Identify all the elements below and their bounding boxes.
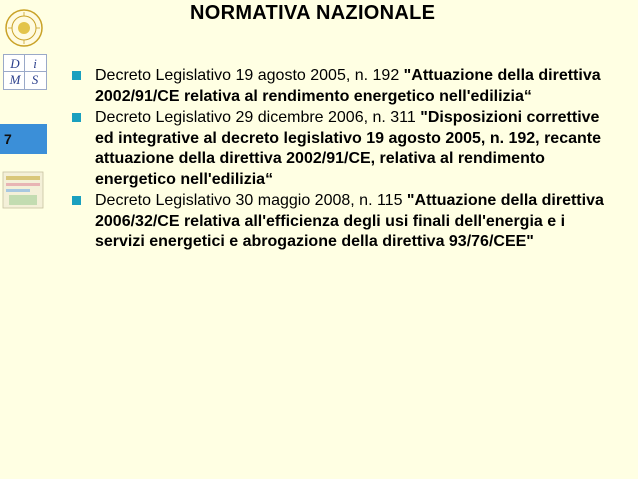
decree-title: "Disposizioni correttive ed integrative al decreto legislativo 19 agosto 2005, n. 192, recante attuazione della direttiva 2002/91/CE, relativa al rendimento energetico nell'edilizia“ (95, 109, 601, 188)
energy-course-logo-icon (1, 170, 45, 210)
bullet-icon (72, 71, 81, 80)
sidebar (0, 0, 47, 479)
decree-reference: Decreto Legislativo 19 agosto 2005, n. 192 (95, 67, 400, 84)
bullet-icon (72, 196, 81, 205)
slide-number: 7 (0, 124, 47, 154)
list-item (70, 108, 610, 190)
university-seal-icon (4, 8, 44, 48)
decree-title: "Attuazione della direttiva 2006/32/CE relativa all'efficienza degli usi finali dell'energia e i servizi energetici e abrogazione della direttiva 93/76/CEE" (95, 192, 604, 250)
dimsat-logo: D i M S (3, 54, 47, 90)
decree-title: "Attuazione della direttiva 2002/91/CE relativa al rendimento energetico nell'edilizia“ (95, 67, 601, 105)
decree-reference: Decreto Legislativo 29 dicembre 2006, n. 311 (95, 109, 416, 126)
bullet-icon (72, 113, 81, 122)
list-item (70, 66, 610, 107)
decree-reference: Decreto Legislativo 30 maggio 2008, n. 115 (95, 192, 403, 209)
page-title: NORMATIVA NAZIONALE (190, 2, 436, 24)
list-item (70, 191, 610, 253)
legislation-list (70, 66, 610, 254)
